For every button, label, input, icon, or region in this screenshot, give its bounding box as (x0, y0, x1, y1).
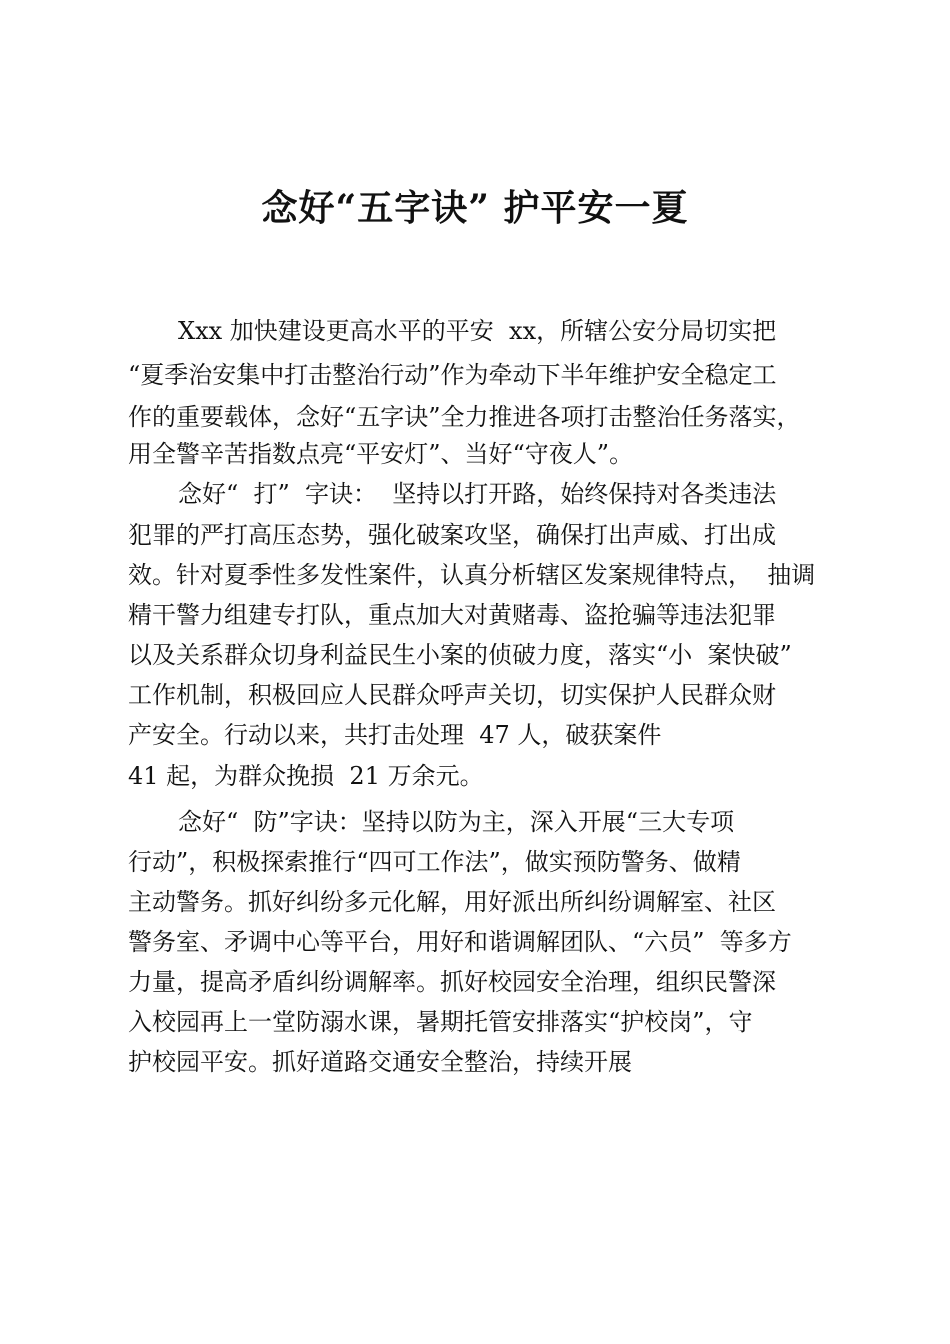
text-line: 念好“ 打” 字诀： 坚持以打开路，始终保持对各类违法 (178, 480, 777, 508)
text-line: 犯罪的严打高压态势，强化破案攻坚，确保打出声威、打出成 (128, 521, 776, 549)
text-line: 力量，提高矛盾纠纷调解率。抓好校园安全治理，组织民警深 (128, 968, 776, 996)
text-line: Xxx 加快建设更高水平的平安 xx，所辖公安分局切实把 (178, 317, 777, 345)
text-line: 效。针对夏季性多发性案件，认真分析辖区发案规律特点， 抽调 (128, 561, 816, 589)
document-title: 念好“五字诀” 护平安一夏 (261, 187, 689, 229)
text-line: 以及关系群众切身利益民生小案的侦破力度，落实“小 案快破” (128, 641, 792, 669)
text-line: 念好“ 防”字诀：坚持以防为主，深入开展“三大专项 (178, 808, 735, 836)
text-line: 入校园再上一堂防溺水课，暑期托管安排落实“护校岗”，守 (128, 1008, 753, 1036)
text-line: 作的重要载体，念好“五字诀”全力推进各项打击整治任务落实， (128, 403, 801, 431)
text-line: 41 起，为群众挽损 21 万余元。 (128, 762, 484, 790)
text-line: 精干警力组建专打队，重点加大对黄赌毒、盗抢骗等违法犯罪 (128, 601, 776, 629)
text-line: “夏季治安集中打击整治行动”作为牵动下半年维护安全稳定工 (128, 361, 777, 389)
text-line: 用全警辛苦指数点亮“平安灯”、当好“守夜人”。 (128, 440, 634, 468)
text-line: 行动”，积极探索推行“四可工作法”，做实预防警务、做精 (128, 848, 741, 876)
text-line: 工作机制，积极回应人民群众呼声关切，切实保护人民群众财 (128, 681, 776, 709)
text-line: 护校园平安。抓好道路交通安全整治，持续开展 (128, 1048, 632, 1076)
text-line: 主动警务。抓好纠纷多元化解，用好派出所纠纷调解室、社区 (128, 888, 776, 916)
text-line: 警务室、矛调中心等平台，用好和谐调解团队、“六员” 等多方 (128, 928, 792, 956)
text-line: 产安全。行动以来，共打击处理 47 人，破获案件 (128, 721, 662, 749)
